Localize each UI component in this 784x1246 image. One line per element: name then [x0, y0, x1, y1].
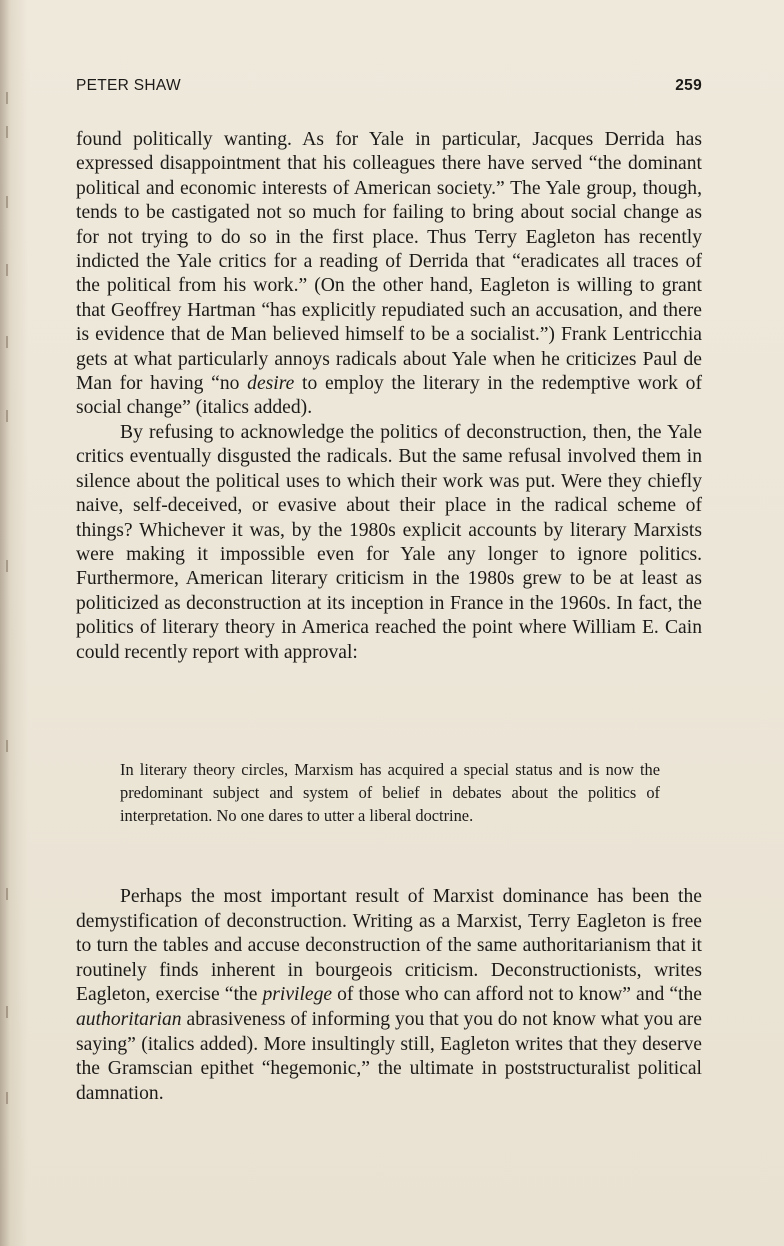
- paragraph-3-italic-privilege: privilege: [262, 984, 333, 1006]
- main-text: [76, 128, 702, 665]
- paragraph-1-text-a: found politically wanting. As for Yale in particular, Jacques Derrida has expressed disappointment that his colleagues there have served “the dominant political and economic interests of American society.” The Yale group, though, tends to be castigated not so much for failing to bring about social change as for not trying to do so in the first place. Thus Terry Eagleton has recently indicted the Yale critics for a reading of Derrida that “eradicates all traces of the political from his work.” (On the other hand, Eagleton is willing to grant that Geoffrey Hartman “has explicitly repudiated such an accusation, and there is evidence that de Man believed himself to be a socialist.”) Frank Lentricchia gets at what particularly annoys radicals about Yale when he criticizes Paul de Man for having “no: [76, 129, 702, 395]
- block-quote: [120, 758, 660, 828]
- paragraph-1-text-b: to employ the literary in the redemptive work of social change” (italics added).: [76, 373, 702, 419]
- main-text-continued: [76, 885, 702, 1106]
- paragraph-3-text-b: of those who can afford not to know” and “the: [332, 984, 702, 1006]
- paragraph-3-italic-authoritarian: authoritarian: [76, 1008, 182, 1030]
- paragraph-1-italic-desire: desire: [247, 373, 295, 395]
- block-quote-text: In literary theory circles, Marxism has acquired a special status and is now the predominant subject and system of belief in debates about the politics of interpretation. No one dares to utter a liberal doctrine.: [120, 760, 660, 826]
- paragraph-2: By refusing to acknowledge the politics of deconstruction, then, the Yale critics eventually disgusted the radicals. But the same refusal involved them in silence about the political uses to which their work was put. Were they chiefly naive, self-deceived, or evasive about their place in the radical scheme of things? Whichever it was, by the 1980s explicit accounts by literary Marxists were making it impossible even for Yale any longer to ignore politics. Furthermore, American literary criticism in the 1980s grew to be at least as politicized as deconstruction at its inception in France in the 1960s. In fact, the politics of literary theory in America reached the point where William E. Cain could recently report with approval:: [76, 421, 702, 663]
- paragraph-3: [76, 885, 702, 1106]
- page-header: [76, 77, 702, 99]
- paragraph-1: [76, 128, 702, 421]
- paragraph-3-text-c: abrasiveness of informing you that you do not know what you are saying” (italics added). More insultingly still, Eagleton writes that they deserve the Gramscian epithet “hegemonic,” the ultimate in poststructuralist political damnation.: [76, 1008, 702, 1104]
- page-number: 259: [675, 77, 702, 94]
- paragraph-3-text-a: Perhaps the most important result of Marxist dominance has been the demystification of deconstruction. Writing as a Marxist, Terry Eagleton is free to turn the tables and accuse deconstruction of the same authoritarianism that it routinely finds inherent in bourgeois criticism. Deconstructionists, writes Eagleton, exercise “the: [76, 886, 702, 1006]
- running-head: PETER SHAW: [76, 77, 181, 94]
